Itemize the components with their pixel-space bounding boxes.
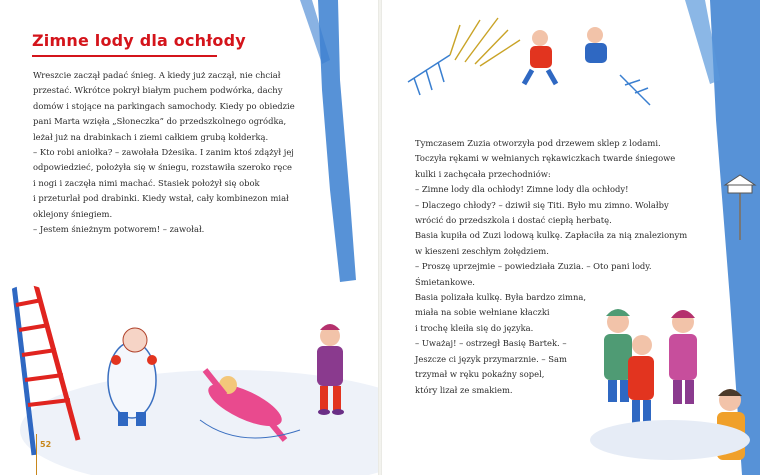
story-title: Zimne lody dla ochłody [32, 31, 246, 50]
text-line: i przeturlał pod drabinki. Kiedy wstał, cały kombinezon miał [33, 193, 289, 204]
text-line: – Jestem śnieżnym potworem! – zawołał. [33, 224, 205, 235]
text-line: trzymał w ręku pokaźny sopel, [415, 369, 545, 380]
text-line: pani Marta wzięła „Słoneczka” do przedszkolnego ogródka, [33, 116, 287, 127]
text-line: który lizał ze smakiem. [415, 384, 513, 395]
title-underline [32, 55, 217, 57]
text-line: wrócić do przedszkola i dostać ciepłą herbatę. [415, 215, 612, 226]
left-body-text [33, 68, 295, 237]
golden-bush [450, 18, 520, 66]
text-line: Wreszcie zaczął padać śnieg. A kiedy już zaczął, nie chciał [33, 70, 281, 80]
text-line: i trochę kleiła się do języka. [415, 322, 534, 333]
text-line: odpowiedzieć, położyła się w śniegu, rozstawiła szeroko ręce [33, 162, 292, 173]
page-number-rule [36, 434, 37, 475]
book-gutter [378, 0, 382, 475]
children-throwing-snowballs [524, 27, 607, 84]
text-line: domów i stojące na parkingach samochody. Kiedy po obiedzie [33, 100, 295, 111]
text-line: oklejony śniegiem. [33, 208, 113, 219]
text-line: miała na sobie wełniane kłaczki [415, 307, 550, 318]
text-line: Basia polizała kulkę. Była bardzo zimna, [415, 292, 586, 303]
text-line: leżał już na drabinkach i ziemi całkiem grubą kołderką. [33, 131, 269, 142]
text-line: Tymczasem Zuzia otworzyła pod drzewem sklep z lodami. [415, 138, 661, 148]
text-line: – Zimne lody dla ochłody! Zimne lody dla ochłody! [415, 184, 629, 195]
right-page [380, 0, 760, 475]
text-line: przestać. Wkrótce pokrył białym puchem podwórka, dachy [33, 85, 283, 96]
text-line: i nogi i zaczęła nimi machać. Stasiek położył się obok [33, 177, 260, 188]
text-line: Jeszcze ci język przymarznie. – Sam [415, 353, 567, 364]
text-line: w kieszeni zeschłym żołędziem. [415, 245, 549, 256]
right-body-text [415, 136, 687, 398]
text-line: Basia kupiła od Zuzi lodową kulkę. Zapłaciła za nią znalezionym [415, 230, 688, 241]
text-line: – Dlaczego chłody? – dziwił się Titi. Było mu zimno. Wolałby [415, 199, 669, 210]
page-number: 52 [40, 440, 52, 449]
text-line: kulki i zachęcała przechodniów: [415, 168, 551, 179]
text-line: Toczyła rękami w wełnianych rękawiczkach twarde śniegowe [415, 153, 676, 164]
text-line: – Proszę uprzejmie – powiedziała Zuzia. – Oto pani lody. [415, 261, 652, 272]
text-line: Śmietankowe. [415, 276, 475, 287]
text-line: – Uważaj! – ostrzegł Basię Bartek. – [415, 338, 567, 349]
text-line: – Kto robi aniołka? – zawołała Dżesika. I zanim ktoś zdążył jej [33, 147, 294, 158]
